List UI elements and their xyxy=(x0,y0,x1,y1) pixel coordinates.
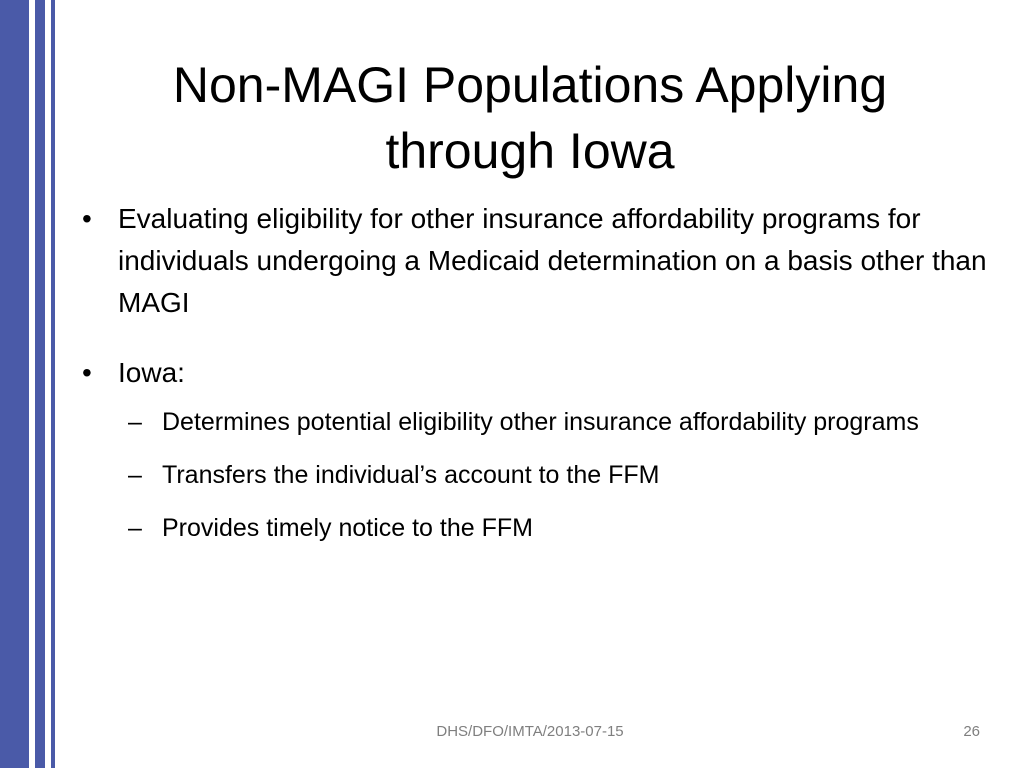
sub-bullet-item xyxy=(76,404,996,441)
sub-bullet-marker: – xyxy=(128,461,142,489)
sub-bullet-item xyxy=(76,457,996,494)
bullet-item xyxy=(76,352,996,394)
bullet-marker: • xyxy=(82,203,92,234)
left-accent-bar-middle xyxy=(35,0,45,768)
sub-bullet-text: Transfers the individual’s account to the FFM xyxy=(162,461,660,489)
slide-title-line-2: through Iowa xyxy=(385,123,675,179)
slide-title xyxy=(90,52,970,184)
slide-title-line-1: Non-MAGI Populations Applying xyxy=(172,57,888,113)
footer-document-id: DHS/DFO/IMTA/2013-07-15 xyxy=(436,723,624,740)
left-accent-bar xyxy=(0,0,29,768)
sub-bullet-marker: – xyxy=(128,408,142,436)
footer-page-number: 26 xyxy=(963,723,980,740)
bullet-marker: • xyxy=(82,357,92,388)
bullet-text: Evaluating eligibility for other insurance affordability programs for individuals undergoing a Medicaid determination on a basis other than MAGI xyxy=(118,203,987,318)
left-accent-bar-thin xyxy=(51,0,55,768)
bullet-item xyxy=(76,198,996,324)
bullet-list xyxy=(76,198,996,563)
bullet-text: Iowa: xyxy=(118,357,185,388)
sub-bullet-marker: – xyxy=(128,514,142,542)
sub-bullet-text: Provides timely notice to the FFM xyxy=(162,514,533,542)
sub-bullet-text: Determines potential eligibility other insurance affordability programs xyxy=(162,408,919,436)
sub-bullet-item xyxy=(76,510,996,547)
